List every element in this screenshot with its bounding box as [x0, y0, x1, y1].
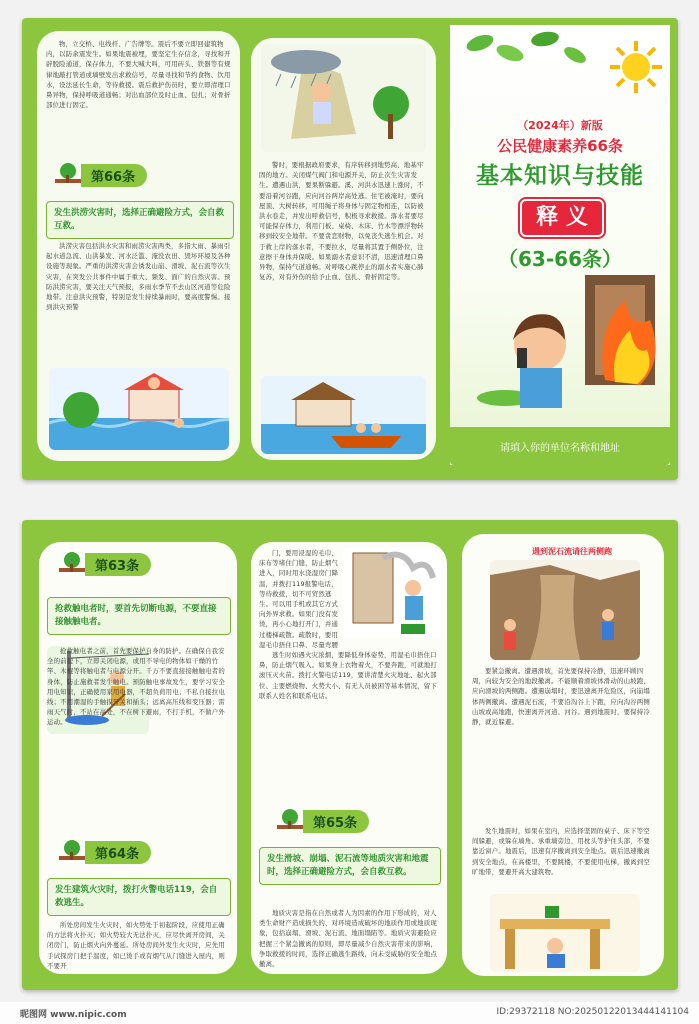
- badge-66: [51, 161, 147, 189]
- mudslide-illustration: [490, 560, 640, 660]
- tree-icon: [51, 161, 85, 189]
- tree-icon: [55, 550, 89, 578]
- cover-range: （63-66条）: [498, 247, 622, 271]
- cover-panel: [450, 25, 670, 465]
- fire-text-2: 逃生时如遇火灾浓烟，要降低身体姿势，用湿毛巾捂住口鼻，防止烟气吸入。如果身上衣物着火，不要奔跑，可就地打滚压灭火苗。拨打火警电话119，要讲清楚火灾地址、起火部位、主要燃烧物、火势大小、有无人员被困等基本情况，留下联系人姓名和联系电话。: [259, 651, 437, 700]
- article-65-text: 地质灾害是指在自然或者人为因素的作用下形成的，对人类生命财产造成损失的、对环境造成破坏的地质作用或地质现象，包括崩塌、滑坡、泥石流、地面塌陷等。地质灾害避险应把握三个紧急撤离的原则，即尽量减少自然灾害带来的影响，争取救援的时间，选择正确逃生路线，向未受威胁的安全地点撤离。: [259, 909, 437, 969]
- badge-63-label: 第63条: [85, 553, 151, 576]
- flood-boat-illustration: [261, 376, 426, 454]
- cover-title-1: 公民健康素养66条: [497, 137, 623, 155]
- front-intro-text: 物，立交桥、电线杆、广告牌等。震后不要立即回建筑物内，以防余震发生。如果地震被埋，要坚定生存信念，寻找和开辟脱险通道，保存体力，不要大喊大叫，可用砖头、铁器等有规律地敲打管道或墙壁发出求救信号，尽量寻找和节约食物、饮用水，设法延长生命，等待救援。震后救护伤员时，要立即清理口鼻异物，保持呼吸道通畅；对出血部位及时止血、包扎；对骨折部位进行固定。: [46, 40, 231, 110]
- back-panel-1: [39, 542, 237, 974]
- earthquake-text: 发生地震时，如果在室内，应选择坚固的桌子、床下等空间躲避，或躲在墙角、承重墙旁边，用枕头等护住头部，不要靠近窗户。地震后，迅速有序撤离到安全地点。震后迅速撤离到安全地点，在高楼里，不要跳楼，不要使用电梯，撤离到空旷地带，要避开高大建筑物。: [472, 827, 650, 876]
- back-sheet: [22, 520, 678, 990]
- badge-66-label: 第66条: [81, 164, 147, 187]
- badge-65: [273, 807, 369, 835]
- cover-year: （2024年）新版: [517, 119, 603, 132]
- fire-door-illustration: [343, 548, 441, 638]
- callout-64: 发生建筑火灾时，拨打火警电话119，会自救逃生。: [47, 878, 231, 916]
- flood-text: 警时，要根据政府要求，有序转移到地势高、地基牢固的地方。关闭煤气阀门和电源开关，防止次生灾害发生。遭遇山洪，要果断躲避。溪、河洪水迅速上涨时，不要沿着河谷跑，应向河谷两岸高处逃。住宅被淹时，要向屋顶、大树转移，可用绳子将身体与固定物相连，以防被洪水卷走，并发出呼救信号，积极寻求救援。落水者要尽可能保存体力，利用门板、桌椅、木床、竹木等漂浮物转移到较安全地带。不要贪恋财物，以免丧失逃生机会。对于救上岸的落水者，不要拉水，尽量将其置于侧卧位，注意擦干身体并保暖。如果溺水者意识不清，迅速清理口鼻异物，保持气道通畅。对呼吸心跳停止的溺水者实施心肺复苏，对有外伤的给予止血、包扎、骨折固定等。: [259, 161, 424, 282]
- front-panel-2: [251, 38, 436, 460]
- article-64-text: 所处房间发生火灾时，如火势处于初起阶段，应使用正确的方法将火扑灭；如火势较大无法扑灭，应尽快离开房间，关闭房门，防止烟火向外蔓延。所处房间外发生火灾时，应先用手试探房门把手温度，如已烫手或有烟气从门缝进入屋内，则不要开: [47, 921, 225, 970]
- article-63-text: 抢救触电者之前，首先要保护自身的防护。在确保自我安全的前提下，立即关闭电源，或用不导电的物体如干燥的竹竿、木棍等将触电者与电源分开。千万不要直接接触触电者的身体，防止施救者发生触电。预防触电事故发生，要学习安全用电知识，正确使用家用电器，不超负荷用电；不私自接拉电线；不用潮湿的手触摸开关和插头；远离高压线和变压器；雷雨天气时，不站在高处，不在树下避雨，不打手机，不做户外运动。: [47, 647, 225, 727]
- cover-title-3: 释 义: [520, 199, 604, 237]
- back-panel-2: [251, 542, 447, 974]
- watermark-left: 昵图网 www.nipic.com: [20, 1010, 127, 1020]
- front-panel-1: [37, 31, 240, 461]
- callout-65: 发生滑坡、崩塌、泥石流等地质灾害和地震时，选择正确避险方式，会自救互救。: [259, 847, 441, 885]
- tree-icon: [55, 838, 89, 866]
- cover-footer-text: 请填入你的单位名称和地址: [500, 443, 620, 454]
- fire-text-1: 门，要用浸湿的毛巾、床布等堵住门缝，防止烟气进入，同时用水浇湿房门降温，并拨打119报警电话，等待救援，切不可贸然逃生。可以用手机或其它方式向外界求救。如果门没有发烫，再小心地打开门，并通过楼梯疏散。疏散时，要用湿毛巾捂住口鼻，尽量弯腰: [259, 549, 339, 648]
- mudslide-headline: 遇到泥石流请往两侧跑: [532, 547, 612, 556]
- badge-65-label: 第65条: [303, 810, 369, 833]
- callout-66: 发生洪涝灾害时，选择正确避险方式，会自救互救。: [46, 201, 234, 239]
- badge-64: [55, 838, 151, 866]
- running-from-rain-illustration: [261, 44, 426, 152]
- article-66-text: 洪涝灾害包括洪水灾害和雨涝灾害两类，多指大雨、暴雨引起水道急流、山洪暴发、河水泛滥、淹没农田、毁坏环境及各种设施等现象。严重的洪涝灾害会诱发山崩、滑坡、泥石流等次生灾害，在突发公共事件中属于重大、频发、面广的自然灾害。预防洪涝灾害，要关注天气预报，多雨水季节不去山区河道等危险地带。注意洪灾预警，特别是发生持续暴雨时，要高度警惕。接到洪灾预警: [46, 242, 231, 312]
- callout-63: 抢救触电者时，要首先切断电源，不要直接接触触电者。: [47, 597, 231, 635]
- fire-call-illustration: [465, 270, 665, 420]
- cover-footer: [450, 427, 670, 465]
- front-sheet: [22, 18, 678, 480]
- cover-title-2: 基本知识与技能: [476, 163, 644, 189]
- flood-rescue-illustration: [49, 368, 229, 450]
- landslide-text: 要紧急撤离。遭遇滑坡，首先要保持冷静，迅速环顾四周，向较为安全的地段撤离。不能顺着滑坡体滑动的山坡跑，应向滑坡的两侧跑。遭遇崩塌时，要迅速离开危险区，向崩塌体两侧撤离。遭遇泥石流，不要沿沟谷上下跑，应向沟谷两侧山坡或高地跑，快速离开河道、河谷。遇到地震时，要保持冷静，就近躲避。: [472, 667, 650, 727]
- back-panel-3: [462, 534, 664, 976]
- tree-icon: [273, 807, 307, 835]
- earthquake-desk-illustration: [490, 894, 640, 972]
- badge-64-label: 第64条: [85, 841, 151, 864]
- sun-icon: [608, 39, 664, 95]
- watermark-right: ID:29372118 NO:20250122013444141104: [496, 1007, 689, 1017]
- watermark-bar: [0, 1002, 699, 1024]
- badge-63: [55, 550, 151, 578]
